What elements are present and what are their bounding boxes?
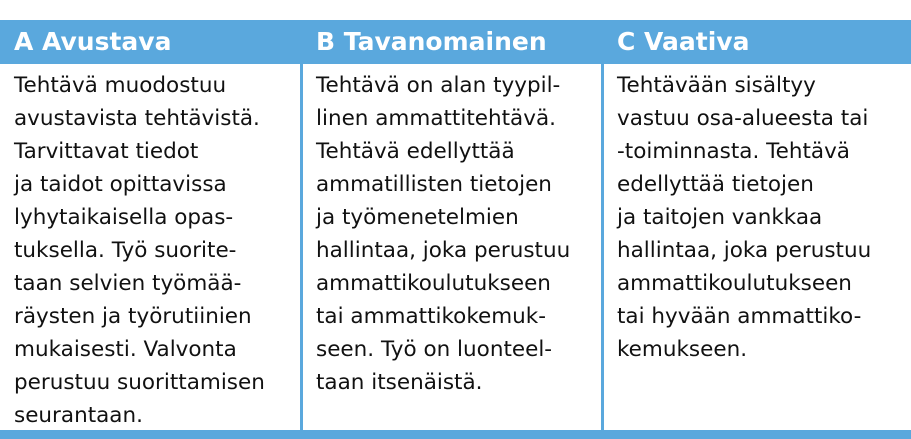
column-divider-2: [601, 64, 604, 430]
description-a: Tehtävä muodostuu avustavista tehtävistä. Tarvittavat tiedot ja taidot opittavissa lyhytaikaisella opas- tuksella. Työ suorite- taan selvien työmää- räysten ja työrutiinien mukaisesti. Valvonta perustuu suorittamisen seurantaan.: [14, 73, 265, 428]
header-b-tavanomainen: B Tavanomainen: [316, 27, 547, 56]
header-a-avustava: A Avustava: [14, 27, 172, 56]
description-b: Tehtävä on alan tyypil- linen ammattitehtävä. Tehtävä edellyttää ammatillisten tietojen ja työmenetelmien hallintaa, joka perustuu ammattikoulutukseen tai ammattikokemuk- seen. Työ on luonteel- taan itsenäistä.: [316, 73, 571, 395]
description-c: Tehtävään sisältyy vastuu osa-alueesta tai -toiminnasta. Tehtävä edellyttää tietojen ja taitojen vankkaa hallintaa, joka perustuu ammattikoulutukseen tai hyvään ammattiko- kemukseen.: [617, 73, 872, 362]
header-c-vaativa: C Vaativa: [617, 27, 750, 56]
table-bottom-rule: [0, 430, 911, 439]
table-header-row: [0, 20, 911, 64]
column-divider-1: [300, 64, 303, 430]
